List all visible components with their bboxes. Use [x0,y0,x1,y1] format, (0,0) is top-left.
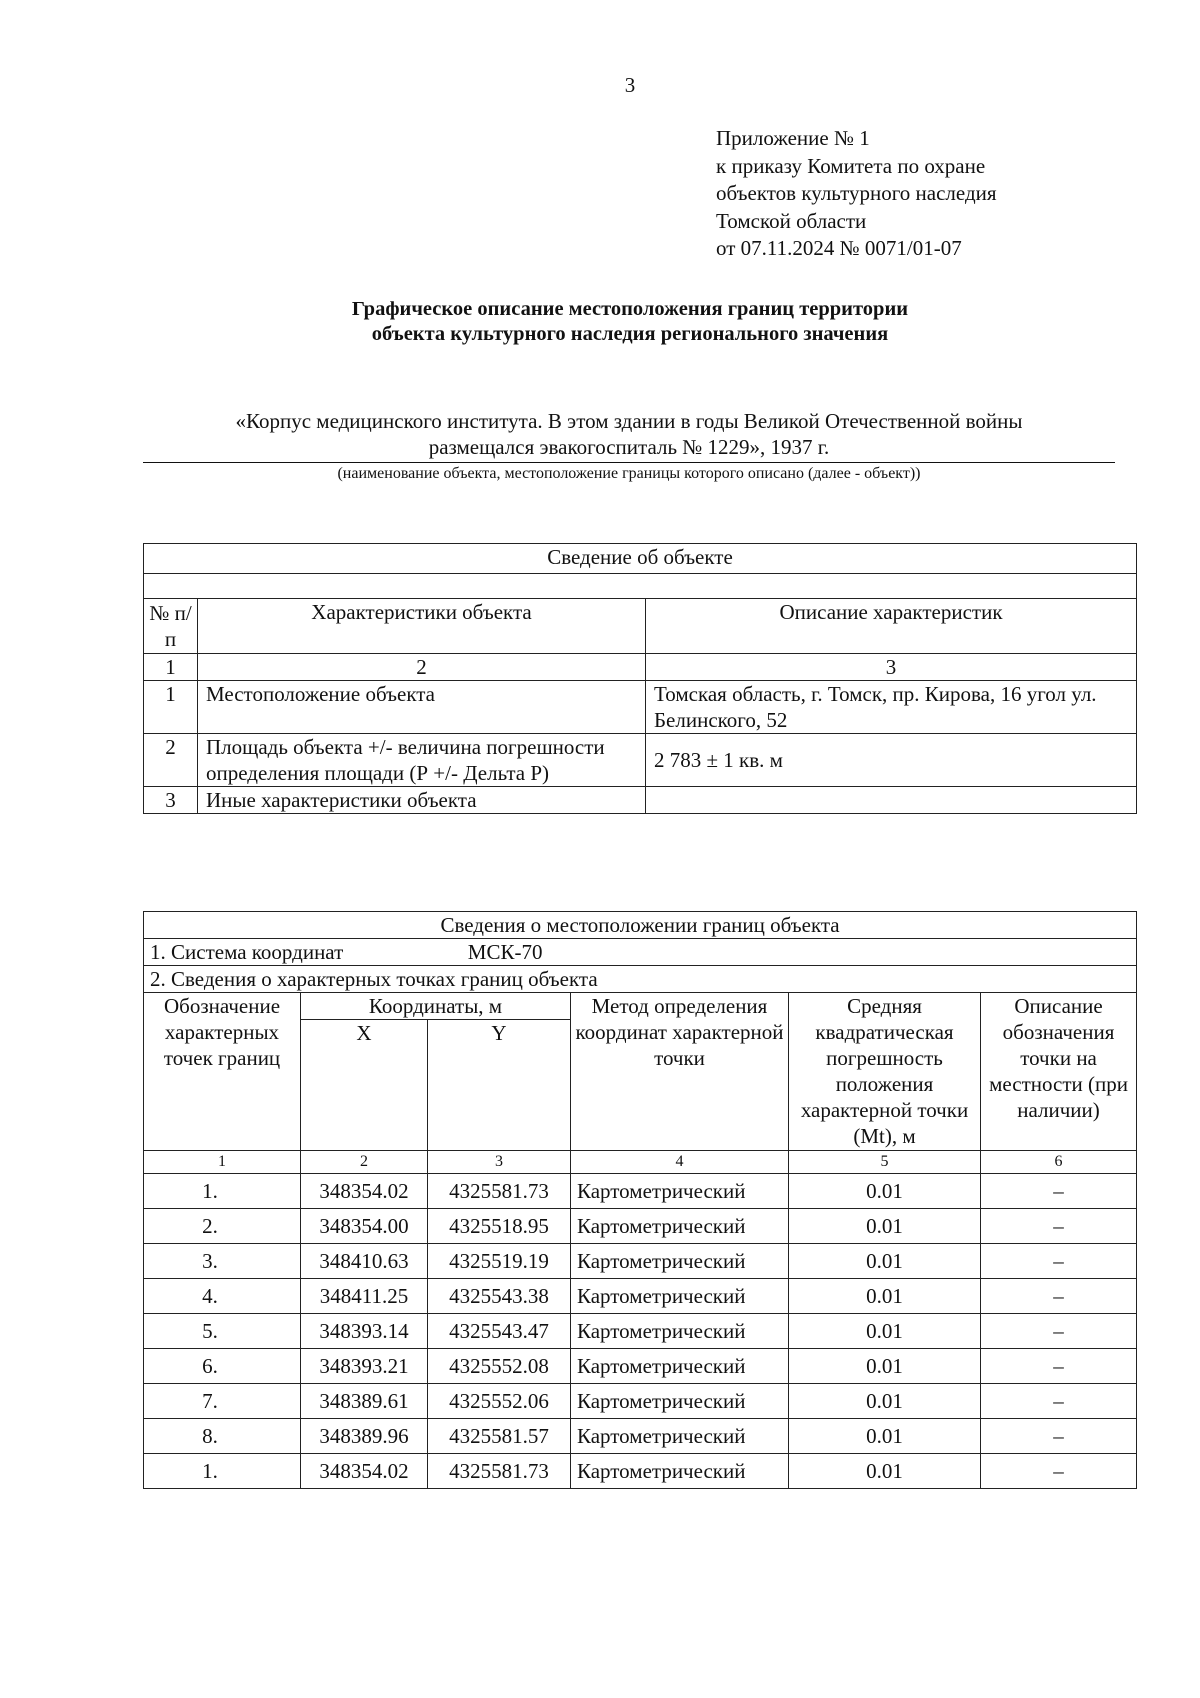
object-name-line: «Корпус медицинского института. В этом здании в годы Великой Отечественной войны [235,409,1023,433]
point-error: 0.01 [789,1384,981,1419]
point-y: 4325581.73 [428,1174,571,1209]
point-y: 4325519.19 [428,1244,571,1279]
spacer-row [144,574,1137,599]
point-y: 4325552.08 [428,1349,571,1384]
index-cell: 1 [144,1151,301,1174]
header-error: Средняя квадратическая погрешность положения характерной точки (Mt), м [789,993,981,1151]
point-y: 4325581.57 [428,1419,571,1454]
header-characteristics: Характеристики объекта [198,599,646,654]
point-x: 348354.00 [301,1209,428,1244]
table-row [144,1384,1137,1419]
coord-system-cell [144,939,1137,966]
document-title-line: Графическое описание местоположения границ территории [351,298,909,320]
point-x: 348389.96 [301,1419,428,1454]
index-cell: 3 [646,654,1137,681]
point-number: 2. [144,1209,301,1244]
point-x: 348393.21 [301,1349,428,1384]
table-row [144,1244,1137,1279]
header-x: X [301,1020,428,1151]
point-error: 0.01 [789,1454,981,1489]
row-description: Томская область, г. Томск, пр. Кирова, 16 угол ул. Белинского, 52 [646,681,1137,734]
point-y: 4325543.47 [428,1314,571,1349]
header-description: Описание характеристик [646,599,1137,654]
point-x: 348411.25 [301,1279,428,1314]
point-method: Картометрический [571,1174,789,1209]
document-title-line: объекта культурного наследия регионального значения [371,323,889,345]
point-x: 348393.14 [301,1314,428,1349]
table-title: Сведение об объекте [144,544,1137,574]
appendix-line: объектов культурного наследия [716,181,997,205]
point-number: 5. [144,1314,301,1349]
coord-system-label: 1. Система координат [150,940,344,964]
appendix-line: Приложение № 1 [716,126,870,150]
header-point-description: Описание обозначения точки на местности (при наличии) [981,993,1137,1151]
point-method: Картометрический [571,1314,789,1349]
index-cell: 5 [789,1151,981,1174]
table-row [144,1349,1137,1384]
header-method: Метод определения координат характерной точки [571,993,789,1151]
point-number: 6. [144,1349,301,1384]
point-method: Картометрический [571,1209,789,1244]
point-y: 4325543.38 [428,1279,571,1314]
header-row [144,993,1137,1020]
point-method: Картометрический [571,1454,789,1489]
appendix-line: Томской области [716,208,867,233]
row-characteristic: Иные характеристики объекта [198,787,646,814]
table-row [144,1454,1137,1489]
appendix-line: от 07.11.2024 № 0071/01-07 [716,236,962,260]
table-title-row [144,912,1137,939]
point-description: – [981,1419,1137,1454]
point-y: 4325581.73 [428,1454,571,1489]
table-row [144,681,1137,734]
point-number: 1. [144,1454,301,1489]
point-method: Картометрический [571,1279,789,1314]
index-cell: 4 [571,1151,789,1174]
point-description: – [981,1349,1137,1384]
point-method: Картометрический [571,1419,789,1454]
point-number: 8. [144,1419,301,1454]
point-description: – [981,1454,1137,1489]
point-description: – [981,1209,1137,1244]
index-cell: 3 [428,1151,571,1174]
header-coordinates: Координаты, м [301,993,571,1020]
index-row [144,654,1137,681]
point-y: 4325552.06 [428,1384,571,1419]
object-info-table [143,543,1137,814]
header-row [144,599,1137,654]
index-row [144,1151,1137,1174]
appendix-reference [716,125,997,263]
header-y: Y [428,1020,571,1151]
appendix-line: к приказу Комитета по охране [716,153,986,178]
point-x: 348354.02 [301,1174,428,1209]
table-row [144,734,1137,787]
point-error: 0.01 [789,1209,981,1244]
index-cell: 6 [981,1151,1137,1174]
header-designation: Обозначение характерных точек границ [144,993,301,1151]
point-description: – [981,1244,1137,1279]
page-number: 3 [624,73,636,97]
table-row [144,1279,1137,1314]
point-rows [144,1174,1137,1489]
points-label-row [144,966,1137,993]
point-error: 0.01 [789,1174,981,1209]
table-title: Сведения о местоположении границ объекта [144,912,1137,939]
row-characteristic: Местоположение объекта [198,681,646,734]
point-x: 348354.02 [301,1454,428,1489]
point-description: – [981,1174,1137,1209]
document-title [0,297,1200,347]
point-method: Картометрический [571,1384,789,1419]
coord-system-value: МСК-70 [467,940,543,964]
header-num: № п/п [144,599,198,654]
point-error: 0.01 [789,1349,981,1384]
point-description: – [981,1279,1137,1314]
row-characteristic: Площадь объекта +/- величина погрешности определения площади (Р +/- Дельта Р) [198,734,646,787]
point-number: 3. [144,1244,301,1279]
table-title-row [144,544,1137,574]
point-error: 0.01 [789,1279,981,1314]
spacer-cell [144,574,1137,599]
point-error: 0.01 [789,1314,981,1349]
table-row [144,787,1137,814]
point-x: 348389.61 [301,1384,428,1419]
index-cell: 1 [144,654,198,681]
index-cell: 2 [301,1151,428,1174]
point-number: 1. [144,1174,301,1209]
point-x: 348410.63 [301,1244,428,1279]
table-row [144,1209,1137,1244]
table-row [144,1174,1137,1209]
point-number: 4. [144,1279,301,1314]
row-num: 2 [144,734,198,787]
point-error: 0.01 [789,1244,981,1279]
point-method: Картометрический [571,1349,789,1384]
point-y: 4325518.95 [428,1209,571,1244]
object-name [143,408,1115,463]
point-method: Картометрический [571,1244,789,1279]
point-description: – [981,1314,1137,1349]
points-label: 2. Сведения о характерных точках границ объекта [144,966,1137,993]
row-description: 2 783 ± 1 кв. м [646,734,1137,787]
point-number: 7. [144,1384,301,1419]
object-name-caption: (наименование объекта, местоположение границы которого описано (далее - объект)) [337,465,921,482]
row-num: 3 [144,787,198,814]
coord-system-row [144,939,1137,966]
table-row [144,1314,1137,1349]
row-description [646,787,1137,814]
point-description: – [981,1384,1137,1419]
boundary-table [143,911,1137,1489]
table-row [144,1419,1137,1454]
row-num: 1 [144,681,198,734]
point-error: 0.01 [789,1419,981,1454]
object-name-line: размещался эвакогоспиталь № 1229», 1937 г. [428,435,830,459]
index-cell: 2 [198,654,646,681]
